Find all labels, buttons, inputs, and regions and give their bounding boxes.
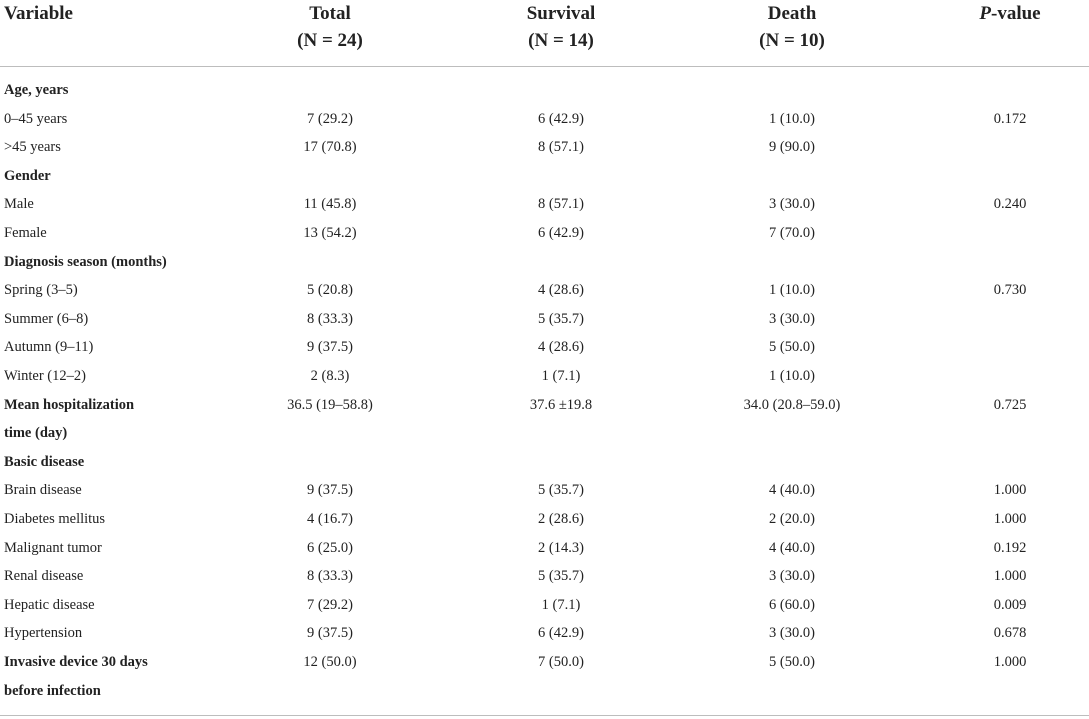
cell-survival: 8 (57.1) xyxy=(538,196,584,213)
header-death xyxy=(647,0,937,54)
cell-variable: Gender xyxy=(4,167,51,184)
cell-survival: 4 (28.6) xyxy=(538,282,584,299)
cell-variable: Brain disease xyxy=(4,482,82,499)
table-row xyxy=(0,362,1089,391)
cell-death: 4 (40.0) xyxy=(769,482,815,499)
header-total-label: Total xyxy=(309,3,351,24)
cell-total: 5 (20.8) xyxy=(307,282,353,299)
cell-variable: Mean hospitalization xyxy=(4,396,135,413)
cell-death: 4 (40.0) xyxy=(769,539,815,556)
cell-p-value: 0.730 xyxy=(993,282,1027,299)
cell-total: 7 (29.2) xyxy=(307,596,353,613)
cell-p-value: 0.192 xyxy=(993,539,1027,556)
cell-variable: Age, years xyxy=(4,82,69,98)
cell-survival: 8 (57.1) xyxy=(538,139,584,156)
cell-variable: Hepatic disease xyxy=(4,596,95,613)
table-row xyxy=(0,276,1089,305)
table-row xyxy=(0,190,1089,219)
header-survival-label: Survival xyxy=(526,3,596,24)
cell-survival: 5 (35.7) xyxy=(538,482,584,499)
cell-p-value: 1.000 xyxy=(993,654,1027,670)
table-row xyxy=(0,162,1089,191)
cell-p-value: 0.678 xyxy=(993,625,1027,642)
cell-variable: Female xyxy=(4,225,47,241)
cell-death: 5 (50.0) xyxy=(769,339,815,356)
cell-death: 1 (10.0) xyxy=(769,282,815,299)
table-header xyxy=(0,0,1089,66)
cell-total: 7 (29.2) xyxy=(307,110,353,127)
cell-total: 4 (16.7) xyxy=(307,511,353,527)
table-row xyxy=(0,562,1089,591)
table-row xyxy=(0,419,1089,448)
cell-total: 8 (33.3) xyxy=(307,568,353,585)
header-p-value xyxy=(948,0,1072,27)
cell-variable: Malignant tumor xyxy=(4,539,102,556)
table-row xyxy=(0,248,1089,277)
cell-total: 6 (25.0) xyxy=(307,539,353,556)
cell-variable: Male xyxy=(4,196,34,213)
cell-variable: Diabetes mellitus xyxy=(4,511,106,527)
header-variable-label: Variable xyxy=(4,3,73,24)
cell-variable: Winter (12–2) xyxy=(4,368,86,384)
table-row xyxy=(0,619,1089,648)
cell-variable: Autumn (9–11) xyxy=(4,339,94,356)
table-row xyxy=(0,476,1089,505)
cell-survival: 6 (42.9) xyxy=(538,225,584,241)
cell-variable: Diagnosis season (months) xyxy=(4,253,167,270)
table-row xyxy=(0,105,1089,134)
cell-total: 13 (54.2) xyxy=(303,225,357,241)
table-row xyxy=(0,677,1089,706)
header-survival-n: (N = 14) xyxy=(528,30,594,51)
header-divider xyxy=(0,66,1089,67)
cell-p-value: 0.009 xyxy=(993,596,1027,613)
cell-survival: 1 (7.1) xyxy=(541,596,581,613)
cell-variable: time (day) xyxy=(4,425,68,442)
cell-p-value: 1.000 xyxy=(993,568,1027,585)
cell-survival: 2 (28.6) xyxy=(538,511,584,527)
cell-p-value: 0.725 xyxy=(993,396,1027,413)
table-row xyxy=(0,133,1089,162)
cell-death: 34.0 (20.8–59.0) xyxy=(743,396,841,413)
cell-p-value: 0.240 xyxy=(993,196,1027,213)
cell-variable: before infection xyxy=(4,682,101,699)
cell-survival: 5 (35.7) xyxy=(538,568,584,585)
header-p-italic: P xyxy=(979,3,991,24)
cell-total: 36.5 (19–58.8) xyxy=(287,396,373,413)
bottom-divider xyxy=(0,715,1089,716)
header-death-n: (N = 10) xyxy=(759,30,825,51)
cell-variable: >45 years xyxy=(4,139,61,156)
cell-total: 2 (8.3) xyxy=(310,368,350,384)
cell-death: 2 (20.0) xyxy=(769,511,815,527)
header-total-n: (N = 24) xyxy=(297,30,363,51)
table-row xyxy=(0,391,1089,420)
table-row xyxy=(0,76,1089,105)
cell-death: 3 (30.0) xyxy=(769,310,815,327)
cell-survival: 5 (35.7) xyxy=(538,310,584,327)
table-row xyxy=(0,333,1089,362)
cell-death: 1 (10.0) xyxy=(769,368,815,384)
cell-survival: 37.6 ±19.8 xyxy=(529,396,593,413)
table-row xyxy=(0,505,1089,534)
header-death-label: Death xyxy=(767,3,817,24)
cell-total: 17 (70.8) xyxy=(303,139,357,156)
cell-death: 1 (10.0) xyxy=(769,110,815,127)
cell-death: 7 (70.0) xyxy=(769,225,815,241)
cell-variable: 0–45 years xyxy=(4,110,68,127)
cell-survival: 6 (42.9) xyxy=(538,625,584,642)
cell-variable: Renal disease xyxy=(4,568,84,585)
header-variable xyxy=(4,0,73,27)
cell-p-value: 0.172 xyxy=(993,110,1027,127)
cell-death: 9 (90.0) xyxy=(769,139,815,156)
table-row xyxy=(0,305,1089,334)
table-row xyxy=(0,219,1089,248)
cell-survival: 7 (50.0) xyxy=(538,654,584,670)
cell-death: 3 (30.0) xyxy=(769,196,815,213)
table-row xyxy=(0,534,1089,563)
cell-death: 3 (30.0) xyxy=(769,625,815,642)
cell-variable: Summer (6–8) xyxy=(4,310,89,327)
cell-total: 12 (50.0) xyxy=(303,654,357,670)
cell-variable: Spring (3–5) xyxy=(4,282,78,299)
cell-death: 3 (30.0) xyxy=(769,568,815,585)
cell-p-value: 1.000 xyxy=(993,482,1027,499)
cell-death: 6 (60.0) xyxy=(769,596,815,613)
cell-total: 8 (33.3) xyxy=(307,310,353,327)
header-p-rest: -value xyxy=(991,3,1041,24)
cell-variable: Basic disease xyxy=(4,453,85,470)
cell-p-value: 1.000 xyxy=(993,511,1027,527)
table-row xyxy=(0,591,1089,620)
cell-variable: Invasive device 30 days xyxy=(4,654,148,670)
cell-survival: 4 (28.6) xyxy=(538,339,584,356)
cell-survival: 2 (14.3) xyxy=(538,539,584,556)
cell-survival: 1 (7.1) xyxy=(541,368,581,384)
cell-total: 9 (37.5) xyxy=(307,482,353,499)
table-row xyxy=(0,448,1089,477)
cell-survival: 6 (42.9) xyxy=(538,110,584,127)
cell-variable: Hypertension xyxy=(4,625,83,642)
cell-total: 9 (37.5) xyxy=(307,339,353,356)
cell-death: 5 (50.0) xyxy=(769,654,815,670)
table-row xyxy=(0,648,1089,677)
cell-total: 9 (37.5) xyxy=(307,625,353,642)
cell-total: 11 (45.8) xyxy=(303,196,357,213)
